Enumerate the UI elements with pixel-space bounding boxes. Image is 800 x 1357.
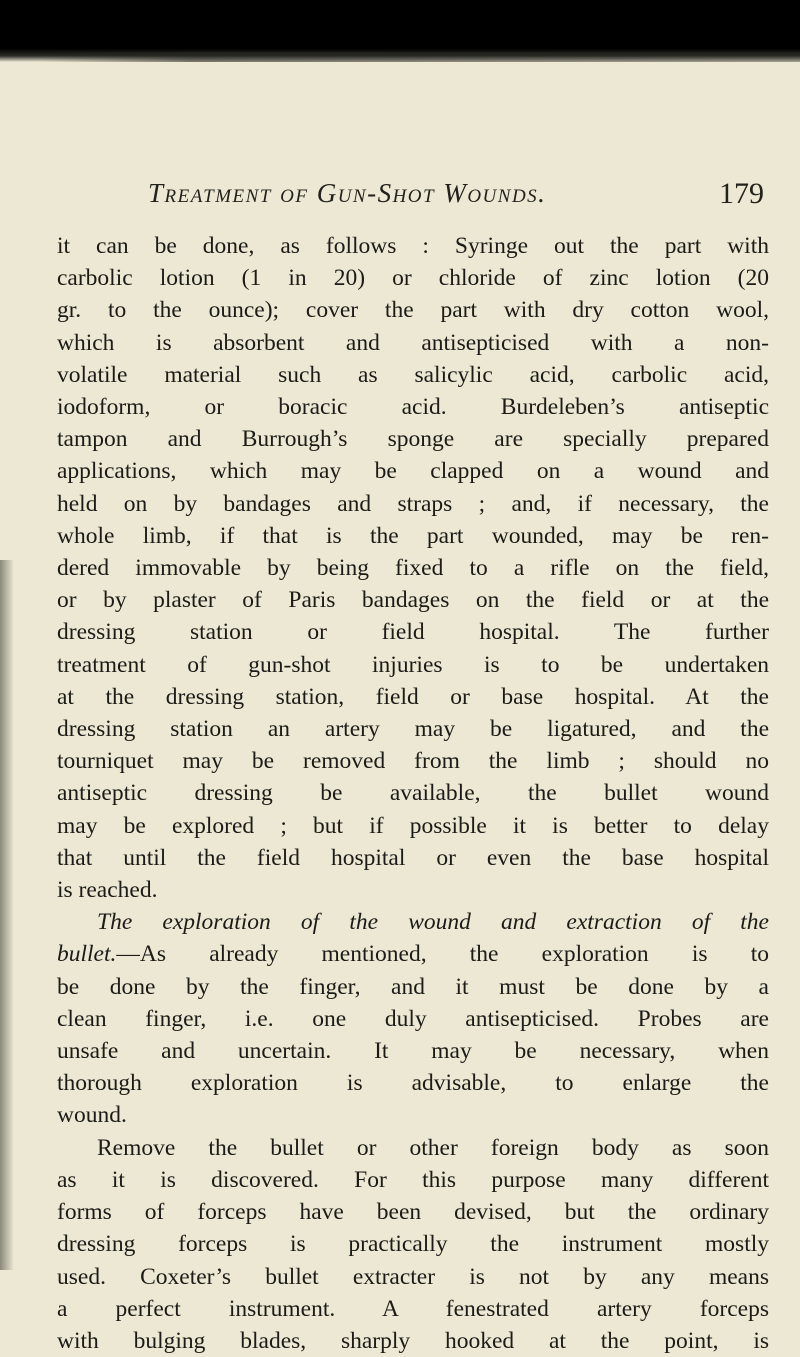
page-number: 179 bbox=[719, 177, 764, 210]
text-line: gr. to the ounce); cover the part with dry cotton wool, bbox=[57, 297, 769, 324]
text-line: a perfect instrument. A fenestrated artery forceps bbox=[57, 1295, 769, 1322]
text-line: carbolic lotion (1 in 20) or chloride of zinc lotion (20 bbox=[57, 265, 769, 292]
running-head-title: Treatment of Gun-Shot Wounds. bbox=[148, 178, 547, 208]
text-line: whole limb, if that is the part wounded, may be ren- bbox=[57, 522, 769, 549]
section-text: —As already mentioned, the exploration is to bbox=[116, 941, 769, 968]
text-line: clean finger, i.e. one duly antisepticised. Probes are bbox=[57, 1005, 769, 1032]
text-line: be done by the finger, and it must be done by a bbox=[57, 973, 769, 1000]
text-line: held on by bandages and straps ; and, if necessary, the bbox=[57, 490, 769, 517]
text-line: which is absorbent and antisepticised with a non- bbox=[57, 329, 769, 356]
text-line: treatment of gun-shot injuries is to be undertaken bbox=[57, 651, 769, 678]
text-line: dressing forceps is practically the instrument mostly bbox=[57, 1231, 769, 1258]
page-fold-shadow bbox=[40, 52, 800, 62]
text-line: it can be done, as follows : Syringe out the part with bbox=[57, 233, 769, 259]
text-line: Remove the bullet or other foreign body as soon bbox=[97, 1134, 769, 1161]
section-heading-continued bbox=[57, 938, 769, 970]
text-line: or by plaster of Paris bandages on the field or at the bbox=[57, 587, 769, 614]
page-edge-shadow bbox=[0, 560, 14, 1270]
text-line: wound. bbox=[57, 1102, 127, 1129]
text-line: antiseptic dressing be available, the bullet wound bbox=[57, 780, 769, 807]
text-line: tourniquet may be removed from the limb ; should no bbox=[57, 748, 769, 775]
text-line: with bulging blades, sharply hooked at the point, is bbox=[57, 1327, 769, 1354]
text-line: dressing station or field hospital. The further bbox=[57, 619, 769, 646]
text-line: dered immovable by being fixed to a rifle on the field, bbox=[57, 555, 769, 582]
text-line: that until the field hospital or even the base hospital bbox=[57, 844, 769, 871]
text-line: volatile material such as salicylic acid, carbolic acid, bbox=[57, 361, 769, 388]
text-line: at the dressing station, field or base hospital. At the bbox=[57, 683, 769, 710]
body-text bbox=[57, 230, 769, 1357]
text-line: unsafe and uncertain. It may be necessary, when bbox=[57, 1038, 769, 1065]
text-line: dressing station an artery may be ligatured, and the bbox=[57, 716, 769, 743]
text-line: thorough exploration is advisable, to enlarge the bbox=[57, 1070, 769, 1097]
text-line: forms of forceps have been devised, but the ordinary bbox=[57, 1199, 769, 1226]
page-top-shadow bbox=[0, 0, 800, 62]
running-head bbox=[148, 178, 764, 224]
section-heading-end: bullet. bbox=[57, 941, 117, 968]
text-line: iodoform, or boracic acid. Burdeleben’s antiseptic bbox=[57, 394, 769, 421]
text-line: as it is discovered. For this purpose many different bbox=[57, 1166, 769, 1193]
text-line: may be explored ; but if possible it is better to delay bbox=[57, 812, 769, 839]
section-heading: The exploration of the wound and extraction of the bbox=[97, 909, 769, 936]
text-line: applications, which may be clapped on a wound and bbox=[57, 458, 769, 485]
text-line: is reached. bbox=[57, 877, 158, 904]
text-line: used. Coxeter’s bullet extracter is not by any means bbox=[57, 1263, 769, 1290]
text-line: tampon and Burrough’s sponge are specially prepared bbox=[57, 426, 769, 453]
